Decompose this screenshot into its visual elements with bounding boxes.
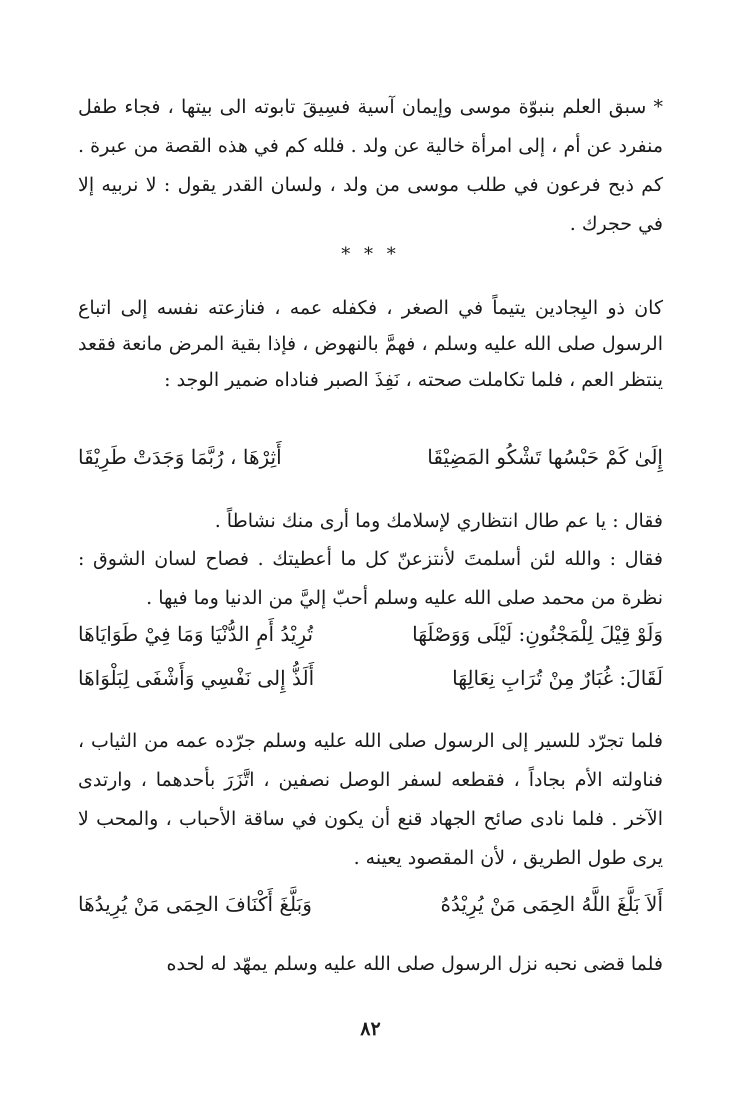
verse-1-second-hemistich: أَثِرْهَا ، رُبَّمَا وَجَدَتْ طَرِيْقَا	[78, 445, 282, 469]
paragraph-uncle-oath: فقال : والله لئن أسلمتَ لأنتزعنّ كل ما أعطيتك . فصاح لسان الشوق : نظرة من محمد صلى الله عليه وسلم أحبّ إليَّ من الدنيا وما فيها .	[78, 548, 663, 609]
paragraph-uncle-speech: فقال : يا عم طال انتظاري لإسلامك وما أرى منك نشاطاً .	[214, 510, 663, 532]
verse-2	[78, 622, 663, 646]
verse-1	[78, 445, 663, 469]
paragraph-journey: فلما تجرّد للسير إلى الرسول صلى الله عليه وسلم جرّده عمه من الثياب ، فناولته الأم بجاداً ، فقطعه لسفر الوصل نصفين ، اتَّزَرَ بأحدهما ، وارتدى الآخر . فلما نادى صائح الجهاد قنع أن يكون في ساقة الأحباب ، والمحب لا يرى طول الطريق ، لأن المقصود يعينه .	[78, 730, 663, 869]
verse-2-first-hemistich: وَلَوْ قِيْلَ لِلْمَجْنُونِ: لَيْلَى وَوَصْلَهَا	[412, 622, 663, 646]
verse-3	[78, 666, 663, 690]
verse-4-second-hemistich: وَبَلَّغَ أَكْنَافَ الحِمَى مَنْ يُرِيدُهَا	[78, 892, 312, 916]
verse-4-first-hemistich: أَلاَ بَلَّغَ اللَّهُ الحِمَى مَنْ يُرِيْدُهُ	[440, 892, 663, 916]
paragraph-dhul-bijadayn: كان ذو البِجادين يتيماً في الصغر ، فكفله عمه ، فنازعته نفسه إلى اتباع الرسول صلى الله عليه وسلم ، فهمَّ بالنهوض ، فإذا بقية المرض مانعة فقعد ينتظر العم ، فلما تكاملت صحته ، نَفِذَ الصبر فناداه ضمير الوجد :	[78, 297, 663, 391]
verse-3-first-hemistich: لَقَالَ: غُبَارٌ مِنْ تُرَابِ نِعَالِهَا	[452, 666, 663, 690]
verse-1-first-hemistich: إِلَىٰ كَمْ حَبْسُها تَشْكُو المَضِيْقَا	[427, 445, 663, 469]
section-separator: * * *	[341, 244, 400, 265]
paragraph-burial: فلما قضى نحبه نزل الرسول صلى الله عليه وسلم يمهّد له لحده	[166, 953, 663, 975]
verse-2-second-hemistich: تُرِيْدُ أَمِ الدُّنْيَا وَمَا فِيْ طَوَايَاهَا	[78, 622, 314, 646]
verse-4	[78, 892, 663, 916]
page-number: ٨٢	[360, 1018, 381, 1040]
paragraph-musa: * سبق العلم بنبوّة موسى وإيمان آسية فسِيقَ تابوته الى بيتها ، فجاء طفل منفرد عن أم ، إلى امرأة خالية عن ولد . فلله كم في هذه القصة من عبرة . كم ذبح فرعون في طلب موسى من ولد ، ولسان القدر يقول : لا نربيه إلا في حجرك .	[78, 96, 663, 235]
verse-3-second-hemistich: أَلَذُّ إِلى نَفْسِي وَأَشْفَى لِبَلْوَاهَا	[78, 666, 315, 690]
